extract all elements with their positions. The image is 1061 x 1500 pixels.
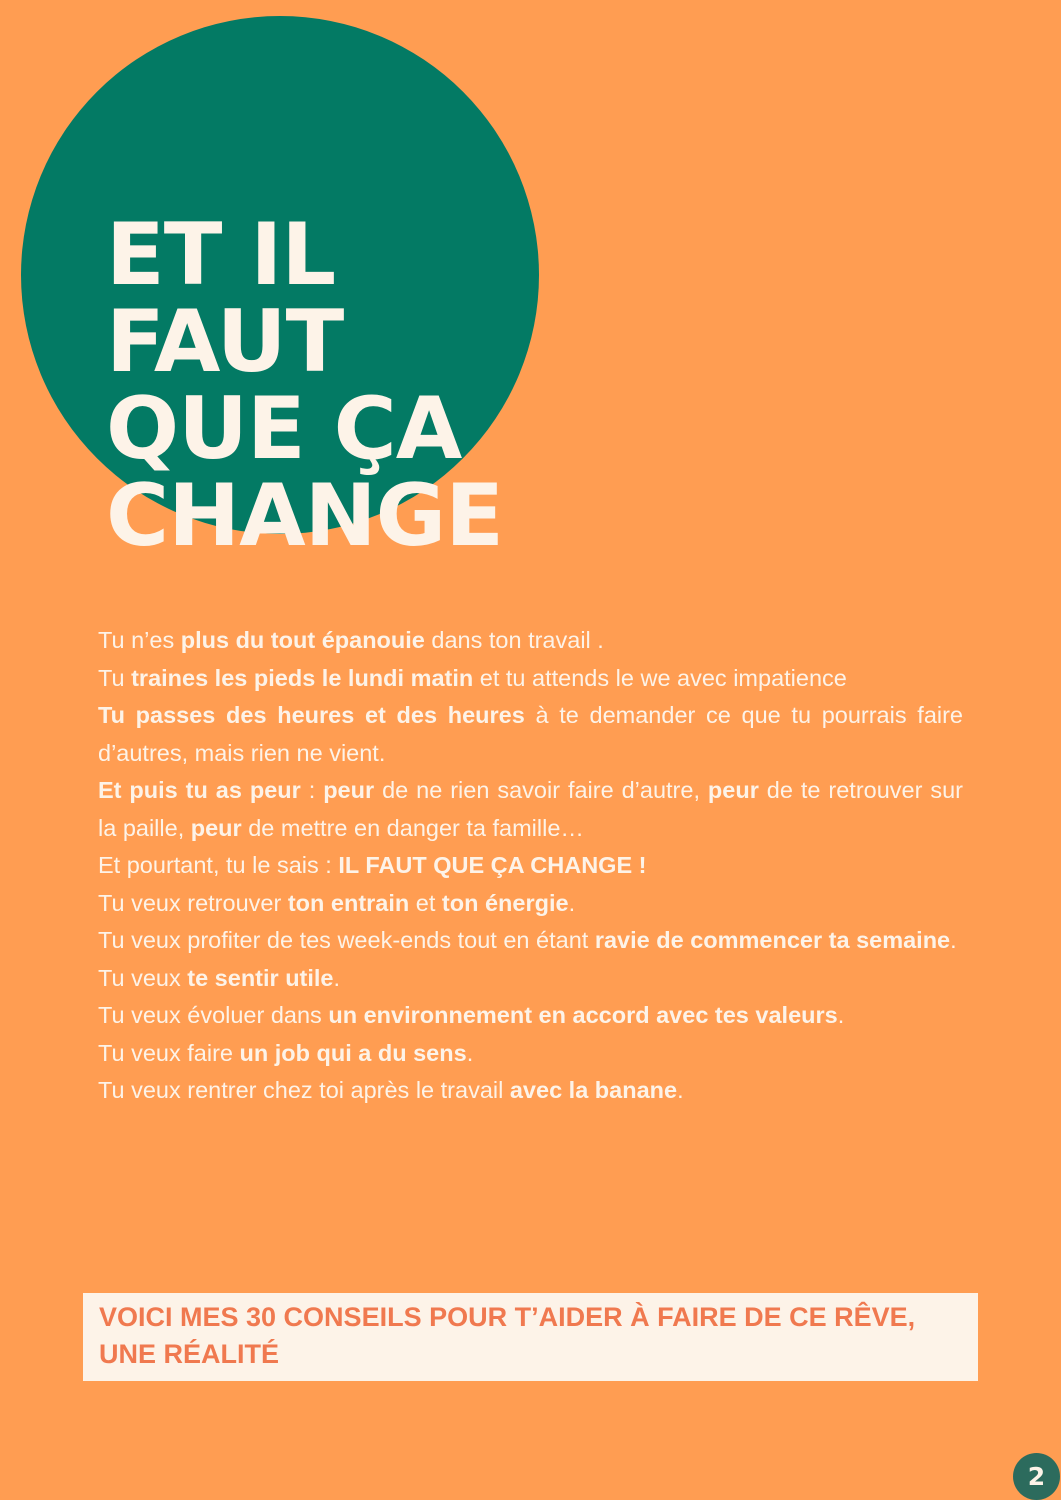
bold-run: ton énergie — [441, 889, 569, 916]
bold-run: peur — [190, 814, 242, 841]
text-run: Tu veux évoluer dans — [98, 1002, 329, 1028]
text-run: Tu veux faire — [98, 1039, 240, 1066]
bold-run: ravie de commencer ta semaine — [594, 927, 951, 953]
paragraph-5 — [98, 847, 963, 885]
bold-run: traines les pieds le lundi matin — [131, 664, 474, 691]
text-run: . — [333, 964, 341, 991]
text-run: dans ton travail . — [424, 627, 604, 653]
title-line-1: ET IL — [106, 205, 336, 305]
bold-run: avec la banane — [509, 1077, 678, 1103]
paragraph-8 — [98, 960, 963, 998]
text-run: Tu n’es — [98, 627, 181, 653]
bold-run: plus du tout épanouie — [180, 627, 425, 653]
page-title — [106, 205, 503, 566]
bold-run: ton entrain — [287, 889, 410, 916]
text-run: . — [568, 889, 576, 916]
text-run: à te demander ce que tu pourrais faire d’autres, mais rien ne vient. — [98, 702, 963, 766]
paragraph-11 — [98, 1072, 963, 1110]
bold-run: peur — [707, 777, 759, 803]
text-run: . — [466, 1039, 474, 1066]
paragraph-4 — [98, 772, 963, 847]
title-line-2: FAUT — [106, 292, 344, 392]
text-run: Tu — [98, 664, 132, 691]
text-run: de te retrouver sur la paille, — [98, 777, 964, 841]
text-run: et tu attends le we avec impatience — [473, 664, 847, 691]
text-run: . — [950, 927, 957, 953]
text-run: Tu veux profiter de tes week-ends tout en étant — [98, 927, 595, 953]
title-line-3: QUE ÇA — [106, 379, 462, 479]
text-run: Et pourtant, tu le sais : — [98, 852, 339, 878]
bold-run: te sentir utile — [187, 964, 334, 991]
bold-run: Et puis tu as peur — [98, 777, 301, 803]
callout-box — [83, 1293, 978, 1381]
bold-run: peur — [323, 777, 375, 803]
text-run: . — [677, 1077, 684, 1103]
text-run: Tu veux rentrer chez toi après le travail — [98, 1077, 510, 1103]
paragraph-2 — [98, 660, 963, 698]
bold-run: Tu passes des heures et des heures — [98, 702, 525, 728]
paragraph-1 — [98, 622, 963, 660]
page-number-badge: 2 — [1013, 1453, 1060, 1500]
paragraph-6 — [98, 885, 963, 923]
text-run: de ne rien savoir faire d’autre, — [374, 777, 708, 803]
text-run: : — [300, 777, 324, 803]
bold-run: IL FAUT QUE ÇA CHANGE ! — [338, 852, 647, 878]
text-run: de mettre en danger ta famille… — [241, 814, 584, 841]
body-text — [98, 622, 963, 1110]
paragraph-3 — [98, 697, 963, 772]
paragraph-7 — [98, 922, 963, 960]
paragraph-9 — [98, 997, 963, 1035]
bold-run: un environnement en accord avec tes valeurs — [328, 1002, 838, 1028]
text-run: . — [837, 1002, 845, 1028]
title-line-4: CHANGE — [106, 466, 503, 566]
callout-text: VOICI MES 30 CONSEILS POUR T’AIDER À FAIRE DE CE RÊVE, UNE RÉALITÉ — [99, 1302, 916, 1369]
text-run: Tu veux retrouver — [98, 889, 288, 916]
paragraph-10 — [98, 1035, 963, 1073]
bold-run: un job qui a du sens — [239, 1039, 467, 1066]
text-run: Tu veux — [98, 964, 188, 991]
text-run: et — [409, 889, 442, 916]
